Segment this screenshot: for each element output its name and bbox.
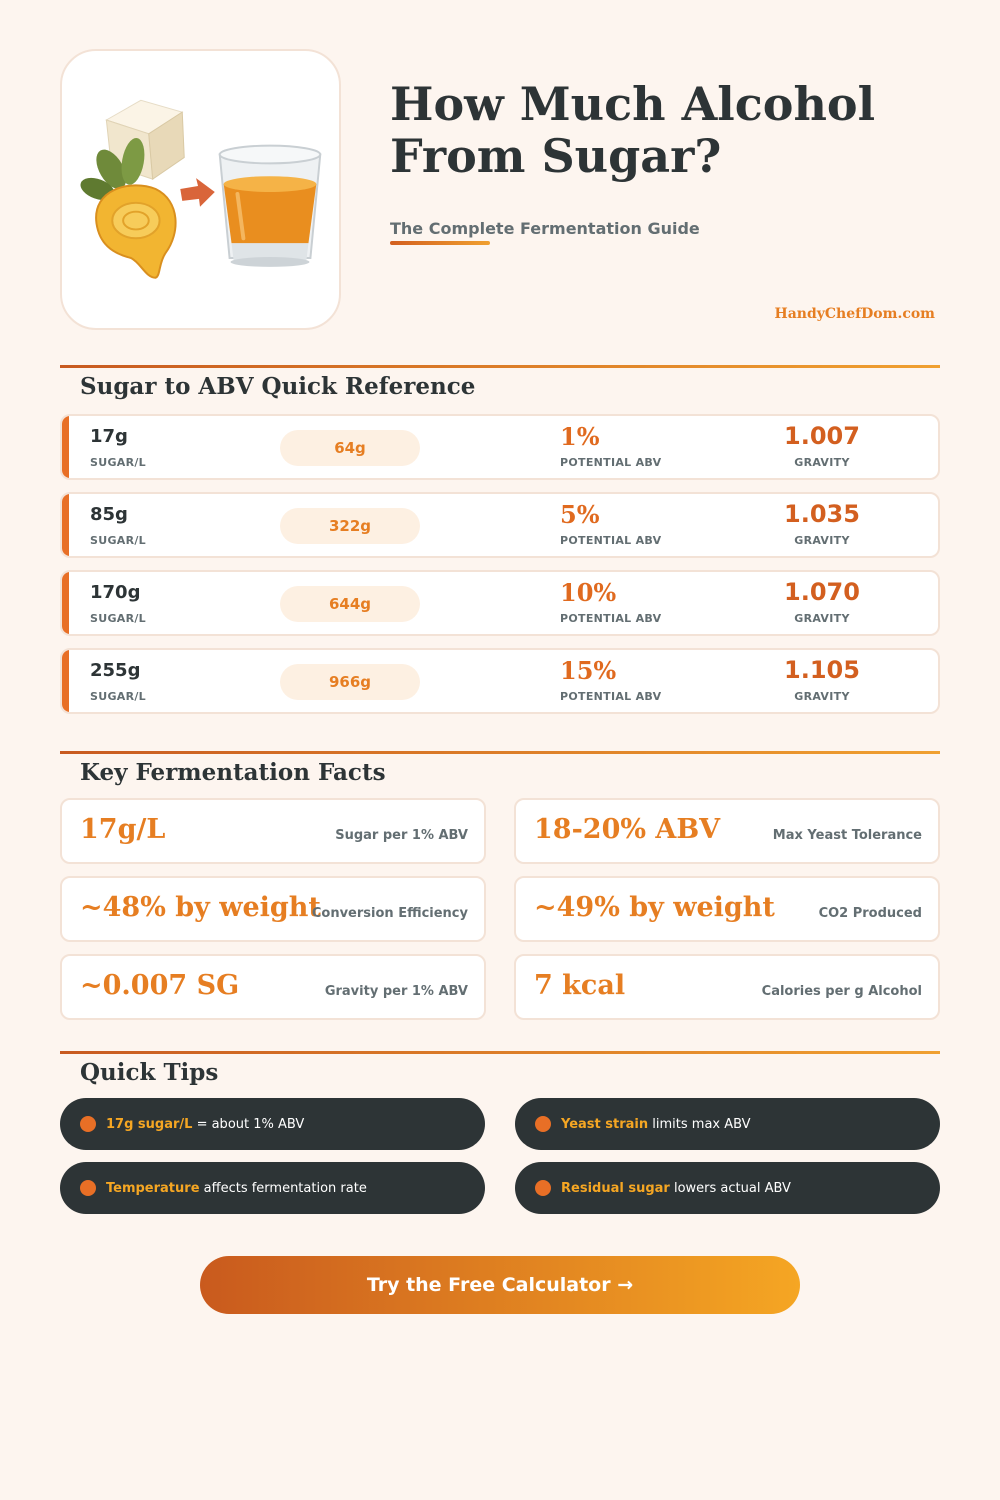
bullet-dot-icon — [535, 1116, 551, 1132]
row-amount-pill: 644g — [280, 586, 420, 622]
gravity-label: GRAVITY — [794, 534, 850, 547]
tip-highlight: 17g sugar/L — [106, 1116, 193, 1132]
reference-row — [60, 648, 940, 714]
fact-card — [514, 876, 940, 942]
fact-value: 7 kcal — [534, 970, 626, 1001]
section-divider — [60, 751, 940, 754]
fact-card — [60, 954, 486, 1020]
bullet-dot-icon — [80, 1116, 96, 1132]
tip-rest: = about 1% ABV — [192, 1116, 305, 1132]
reference-row — [60, 414, 940, 480]
page-subtitle: The Complete Fermentation Guide — [390, 219, 700, 238]
facts-section-title: Key Fermentation Facts — [80, 759, 386, 786]
fact-value: 18-20% ABV — [534, 814, 721, 845]
sugar-label: SUGAR/L — [90, 690, 146, 703]
row-abv-value: 1% — [560, 422, 600, 451]
row-sugar-value: 85g — [90, 504, 128, 525]
tip-rest: limits max ABV — [648, 1116, 751, 1132]
tip-text — [561, 1181, 791, 1196]
abv-label: POTENTIAL ABV — [560, 456, 662, 469]
subtitle-underline — [390, 241, 490, 245]
abv-label: POTENTIAL ABV — [560, 534, 662, 547]
bullet-dot-icon — [80, 1180, 96, 1196]
row-gravity-value: 1.007 — [784, 422, 860, 450]
row-abv-value: 5% — [560, 500, 600, 529]
row-sugar-value: 17g — [90, 426, 128, 447]
tip-highlight: Residual sugar — [561, 1180, 670, 1196]
tip-highlight: Yeast strain — [561, 1116, 649, 1132]
site-link[interactable]: HandyChefDom.com — [774, 306, 935, 322]
fact-label: Sugar per 1% ABV — [335, 828, 468, 843]
tip-text — [561, 1117, 751, 1132]
fact-label: Max Yeast Tolerance — [772, 828, 922, 843]
fact-label: Calories per g Alcohol — [761, 984, 922, 999]
tip-text — [106, 1117, 304, 1132]
calculator-cta-button[interactable]: Try the Free Calculator → — [200, 1256, 800, 1314]
row-gravity-value: 1.070 — [784, 578, 860, 606]
fact-value: ~0.007 SG — [80, 970, 240, 1001]
fact-value: ~49% by weight — [534, 892, 775, 923]
row-abv-value: 15% — [560, 656, 617, 685]
tips-section-title: Quick Tips — [80, 1059, 219, 1086]
tip-pill — [60, 1098, 485, 1150]
fact-value: 17g/L — [80, 814, 166, 845]
row-sugar-value: 170g — [90, 582, 141, 603]
tip-highlight: Temperature — [106, 1180, 200, 1196]
section-divider — [60, 365, 940, 368]
fact-value: ~48% by weight — [80, 892, 321, 923]
sugar-label: SUGAR/L — [90, 456, 146, 469]
hero-illustration — [60, 49, 341, 330]
row-gravity-value: 1.105 — [784, 656, 860, 684]
row-sugar-value: 255g — [90, 660, 141, 681]
shot-glass-icon — [220, 146, 321, 267]
fact-card — [60, 798, 486, 864]
sugar-label: SUGAR/L — [90, 612, 146, 625]
gravity-label: GRAVITY — [794, 612, 850, 625]
reference-row — [60, 492, 940, 558]
tip-text — [106, 1181, 367, 1196]
tip-rest: lowers actual ABV — [669, 1180, 791, 1196]
fact-label: Gravity per 1% ABV — [324, 984, 468, 999]
tip-rest: affects fermentation rate — [199, 1180, 367, 1196]
section-divider — [60, 1051, 940, 1054]
page-title: How Much Alcohol From Sugar? — [390, 77, 876, 183]
bullet-dot-icon — [535, 1180, 551, 1196]
gravity-label: GRAVITY — [794, 456, 850, 469]
fact-card — [60, 876, 486, 942]
tip-pill — [60, 1162, 485, 1214]
fact-card — [514, 954, 940, 1020]
fact-card — [514, 798, 940, 864]
arrow-right-icon — [180, 178, 215, 207]
abv-label: POTENTIAL ABV — [560, 612, 662, 625]
fact-label: CO2 Produced — [818, 906, 922, 921]
fact-label: Conversion Efficiency — [311, 906, 468, 921]
row-amount-pill: 64g — [280, 430, 420, 466]
row-abv-value: 10% — [560, 578, 617, 607]
gravity-label: GRAVITY — [794, 690, 850, 703]
reference-section-title: Sugar to ABV Quick Reference — [80, 373, 476, 400]
reference-row — [60, 570, 940, 636]
tip-pill — [515, 1162, 940, 1214]
row-gravity-value: 1.035 — [784, 500, 860, 528]
tip-pill — [515, 1098, 940, 1150]
abv-label: POTENTIAL ABV — [560, 690, 662, 703]
row-amount-pill: 966g — [280, 664, 420, 700]
row-amount-pill: 322g — [280, 508, 420, 544]
sugar-label: SUGAR/L — [90, 534, 146, 547]
